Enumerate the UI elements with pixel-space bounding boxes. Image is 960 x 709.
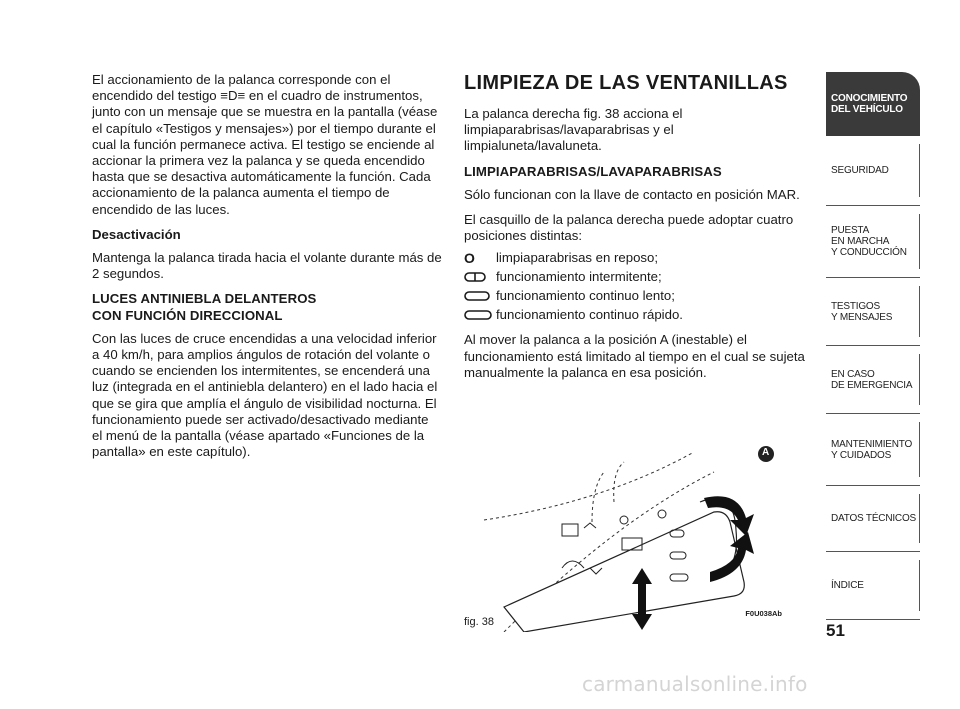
position-item xyxy=(464,248,814,267)
marker-a-label: A xyxy=(762,447,770,458)
wiper-lever-illustration xyxy=(464,432,786,632)
intermittent-icon xyxy=(464,272,496,282)
fog-heading-line1: LUCES ANTINIEBLA DELANTEROS xyxy=(92,291,317,307)
nav-item-datos-tecnicos[interactable]: DATOS TÉCNICOS xyxy=(826,486,920,552)
figure-38 xyxy=(464,432,786,632)
key-paragraph: Sólo funcionan con la llave de contacto en posición MAR. xyxy=(464,186,800,202)
figure-caption: fig. 38 xyxy=(464,616,494,628)
deactivation-paragraph: Mantenga la palanca tirada hacia el volante durante más de 2 segundos. xyxy=(92,250,442,282)
watermark: carmanualsonline.info xyxy=(582,672,808,696)
position-item xyxy=(464,286,814,305)
positions-intro: El casquillo de la palanca derecha puede adoptar cuatro posiciones distintas: xyxy=(464,212,794,244)
position-label: funcionamiento continuo lento; xyxy=(496,287,675,303)
section-title: LIMPIEZA DE LAS VENTANILLAS xyxy=(464,72,788,94)
slow-icon xyxy=(464,291,496,301)
position-item xyxy=(464,305,814,324)
nav-item-puesta-en-marcha[interactable]: PUESTA EN MARCHA Y CONDUCCIÓN xyxy=(826,206,920,278)
nav-item-emergencia[interactable]: EN CASO DE EMERGENCIA xyxy=(826,346,920,414)
position-label: funcionamiento continuo rápido. xyxy=(496,306,683,322)
fog-lights-heading xyxy=(92,291,442,323)
off-position-symbol: O xyxy=(464,249,475,266)
nav-item-testigos[interactable]: TESTIGOS Y MENSAJES xyxy=(826,278,920,346)
position-label: funcionamiento intermitente; xyxy=(496,268,662,284)
chapter-navigation xyxy=(826,72,920,620)
deactivation-heading: Desactivación xyxy=(92,226,181,242)
left-column xyxy=(92,72,442,469)
fog-heading-line2: CON FUNCIÓN DIRECCIONAL xyxy=(92,307,283,323)
wiper-subheading: LIMPIAPARABRISAS/LAVAPARABRISAS xyxy=(464,163,722,179)
right-column xyxy=(464,72,814,390)
fog-lights-paragraph: Con las luces de cruce encendidas a una velocidad inferior a 40 km/h, para amplios ángulos de rotación del volante o cuando se encienden los intermitentes, se encenderá una luz (integrada en el antiniebla delantero) en el lado hacia el que se gira que amplía el ángulo de visibilidad nocturna. El funcionamiento puede ser activado/desactivado mediante el menú de la pantalla (véase apartado «Funciones de la pantalla» en este capítulo). xyxy=(92,330,438,460)
nav-item-indice[interactable]: ÍNDICE xyxy=(826,552,920,620)
position-a-paragraph: Al mover la palanca a la posición A (inestable) el funcionamiento está limitado al tiempo en el cual se sujeta manualmente la palanca en esa posición. xyxy=(464,332,805,380)
position-label: limpiaparabrisas en reposo; xyxy=(496,249,658,265)
nav-item-seguridad[interactable]: SEGURIDAD xyxy=(826,136,920,206)
figure-code: F0U038Ab xyxy=(745,609,782,618)
nav-item-conocimiento[interactable]: CONOCIMIENTO DEL VEHÍCULO xyxy=(826,72,920,136)
intro-paragraph: El accionamiento de la palanca corresponde con el encendido del testigo ≡D≡ en el cuadro de instrumentos, junto con un mensaje que se muestra en la pantalla (véase el capítulo «Testigos y mensajes») por el tiempo durante el cual la función permanece activa. El testigo se enciende al accionar la primera vez la palanca y se queda encendido hasta que se desactiva automáticamente la función. Cada accionamiento de la palanca aumenta el tiempo de encendido de las luces. xyxy=(92,72,438,217)
page-number: 51 xyxy=(826,621,845,640)
position-item xyxy=(464,267,814,286)
wiper-intro-paragraph: La palanca derecha fig. 38 acciona el limpiaparabrisas/lavaparabrisas y el limpialuneta/lavaluneta. xyxy=(464,106,683,154)
positions-list xyxy=(464,248,814,324)
nav-item-mantenimiento[interactable]: MANTENIMIENTO Y CUIDADOS xyxy=(826,414,920,486)
fast-icon xyxy=(464,310,496,320)
